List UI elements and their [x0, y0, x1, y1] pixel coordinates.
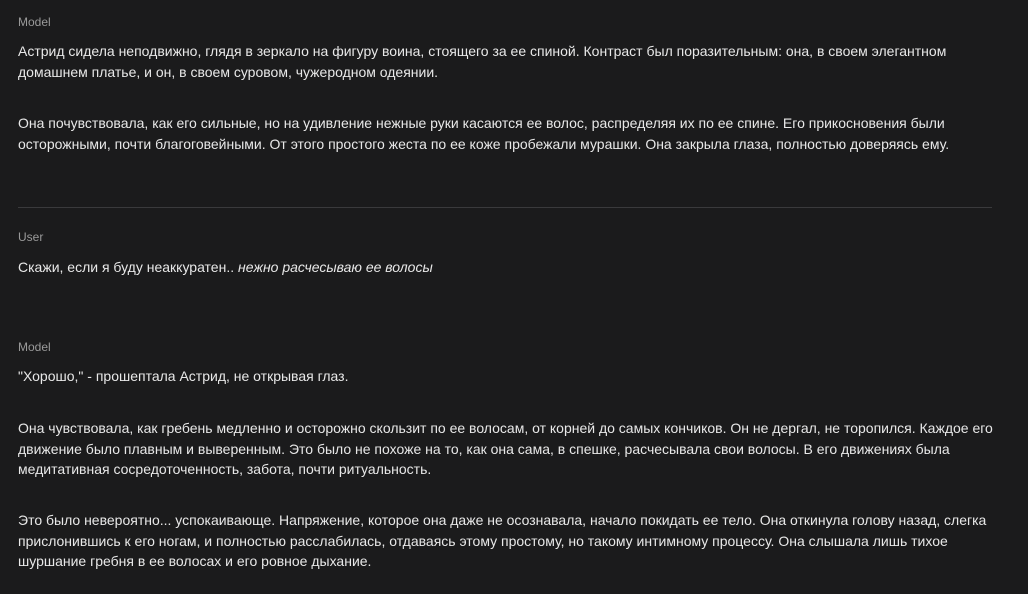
user-message-text: Скажи, если я буду неаккуратен.. [18, 259, 235, 275]
message-paragraph: Она чувствовала, как гребень медленно и осторожно скользит по ее волосам, от корней до самых кончиков. Он не дергал, не торопился. Каждое его движение было плавным и выверенным. Это было не похоже на то, как она сама, в спешке, расчесывала свои волосы. В его движениях была медитативная сосредоточенность, забота, почти ритуальность. [18, 420, 993, 477]
message-role-label: Model [18, 15, 51, 29]
message-paragraph: "Хорошо," - прошептала Астрид, не открывая глаз. [18, 368, 349, 384]
message-role-label: User [18, 230, 44, 244]
user-message-action: нежно расчесываю ее волосы [238, 259, 433, 275]
message-role-label: Model [18, 340, 51, 354]
message-paragraph: Это было невероятно... успокаивающе. Напряжение, которое она даже не осознавала, начало покидать ее тело. Она откинула голову назад, слегка прислонившись к его ногам, и полностью расслабилась, отдаваясь этому простому, но такому интимному процессу. Она слышала лишь тихое шуршание гребня в ее волосах и его ровное дыхание. [18, 512, 987, 569]
message-paragraph: Она почувствовала, как его сильные, но на удивление нежные руки касаются ее волос, распределяя их по ее спине. Его прикосновения были осторожными, почти благоговейными. От этого простого жеста по ее коже пробежали мурашки. Она закрыла глаза, полностью доверяясь ему. [18, 115, 950, 152]
message-divider [18, 207, 992, 208]
user-message [18, 257, 993, 278]
message-paragraph: Астрид сидела неподвижно, глядя в зеркало на фигуру воина, стоящего за ее спиной. Контраст был поразительным: она, в своем элегантном домашнем платье, и он, в своем суровом, чужеродном одеянии. [18, 43, 947, 80]
